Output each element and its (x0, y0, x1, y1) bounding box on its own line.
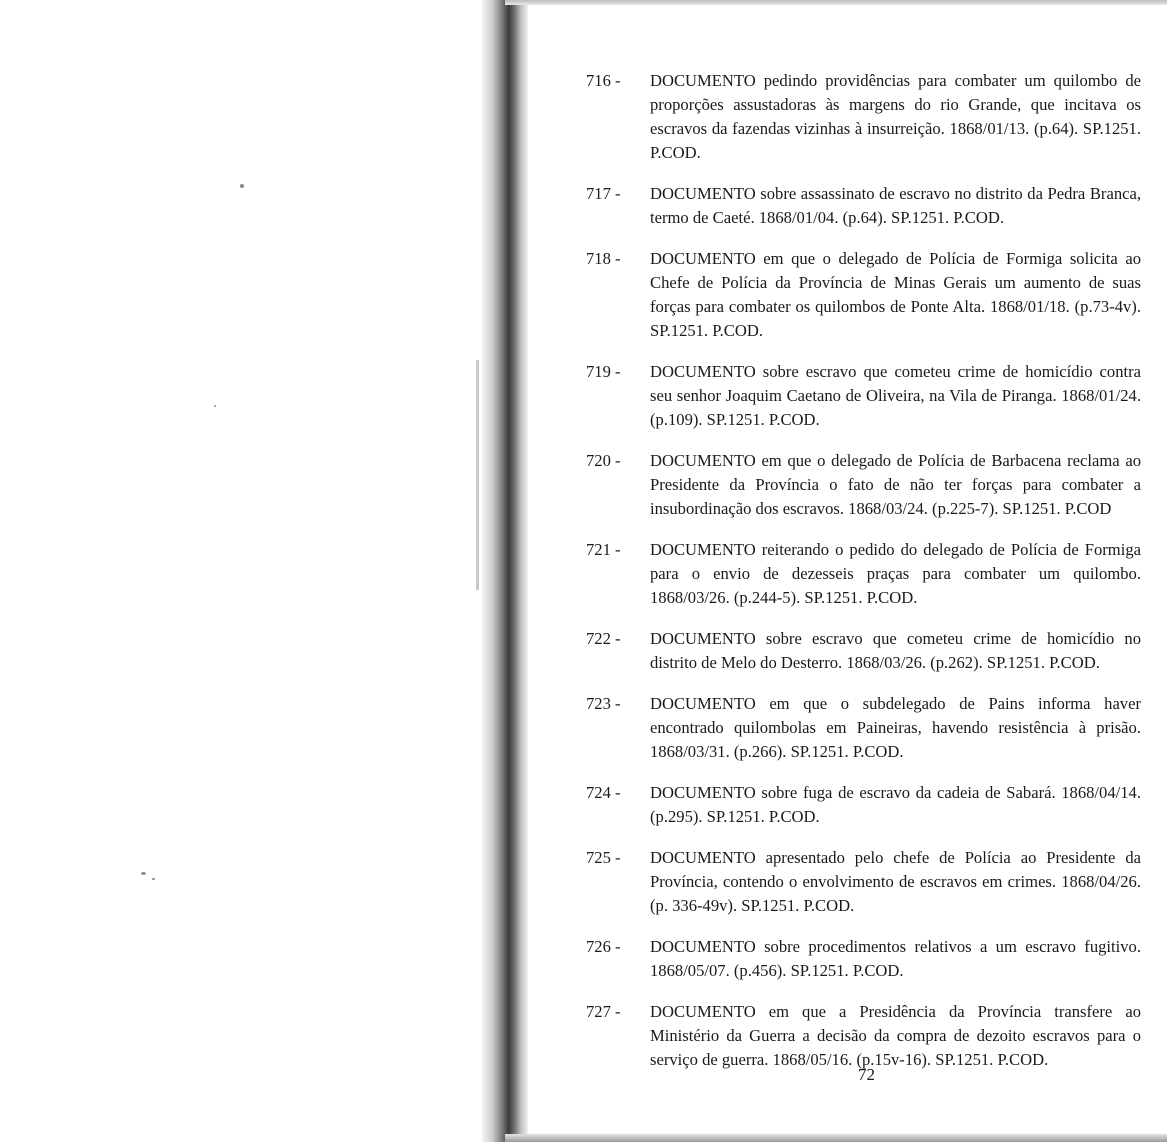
entry-text: DOCUMENTO apresentado pelo chefe de Polícia ao Presidente da Província, contendo o envolvimento de escravos em crimes. 1868/04/26. (p. 336-49v). SP.1251. P.COD. (650, 848, 1141, 915)
entry-text: DOCUMENTO sobre escravo que cometeu crime de homicídio no distrito de Melo do Desterro. 1868/03/26. (p.262). SP.1251. P.COD. (650, 629, 1141, 672)
scan-speck (152, 878, 155, 880)
scan-speck (141, 872, 146, 875)
entry-number: 725 - (586, 848, 621, 867)
list-item (586, 692, 1141, 764)
entry-number: 723 - (586, 694, 621, 713)
entry-number: 716 - (586, 71, 621, 90)
entry-number: 727 - (586, 1002, 621, 1021)
list-item (586, 247, 1141, 343)
list-item (586, 69, 1141, 165)
entry-number: 722 - (586, 629, 621, 648)
right-text-page (528, 5, 1167, 1134)
document-entry-list (586, 69, 1141, 1089)
entry-number: 719 - (586, 362, 621, 381)
list-item (586, 627, 1141, 675)
left-blank-page (0, 0, 482, 1142)
book-gutter (482, 0, 528, 1142)
entry-number: 724 - (586, 783, 621, 802)
list-item (586, 538, 1141, 610)
entry-text: DOCUMENTO sobre escravo que cometeu crime de homicídio contra seu senhor Joaquim Caetano de Oliveira, na Vila de Piranga. 1868/01/24. (p.109). SP.1251. P.COD. (650, 362, 1141, 429)
entry-text: DOCUMENTO em que a Presidência da Província transfere ao Ministério da Guerra a decisão da compra de dezoito escravos para o serviço de guerra. 1868/05/16. (p.15v-16). SP.1251. P.COD. (650, 1002, 1141, 1069)
list-item (586, 781, 1141, 829)
list-item (586, 846, 1141, 918)
entry-text: DOCUMENTO em que o subdelegado de Pains informa haver encontrado quilombolas em Paineiras, havendo resistência à prisão. 1868/03/31. (p.266). SP.1251. P.COD. (650, 694, 1141, 761)
page-bottom-edge (505, 1134, 1167, 1142)
entry-number: 721 - (586, 540, 621, 559)
entry-text: DOCUMENTO em que o delegado de Polícia de Formiga solicita ao Chefe de Polícia da Província de Minas Gerais um aumento de suas forças para combater os quilombos de Ponte Alta. 1868/01/18. (p.73-4v). SP.1251. P.COD. (650, 249, 1141, 340)
list-item (586, 360, 1141, 432)
entry-text: DOCUMENTO reiterando o pedido do delegado de Polícia de Formiga para o envio de dezesseis praças para combater um quilombo. 1868/03/26. (p.244-5). SP.1251. P.COD. (650, 540, 1141, 607)
entry-text: DOCUMENTO sobre assassinato de escravo no distrito da Pedra Branca, termo de Caeté. 1868/01/04. (p.64). SP.1251. P.COD. (650, 184, 1141, 227)
page-crease (476, 360, 479, 590)
entry-number: 717 - (586, 184, 621, 203)
entry-text: DOCUMENTO pedindo providências para combater um quilombo de proporções assustadoras às margens do rio Grande, que incitava os escravos da fazendas vizinhas à insurreição. 1868/01/13. (p.64). SP.1251. P.COD. (650, 71, 1141, 162)
page-number: 72 (858, 1065, 875, 1084)
entry-number: 720 - (586, 451, 621, 470)
list-item (586, 1000, 1141, 1072)
scan-speck (240, 184, 244, 188)
entry-number: 718 - (586, 249, 621, 268)
entry-text: DOCUMENTO em que o delegado de Polícia de Barbacena reclama ao Presidente da Província o fato de não ter forças para combater a insubordinação dos escravos. 1868/03/24. (p.225-7). SP.1251. P.COD (650, 451, 1141, 518)
entry-text: DOCUMENTO sobre fuga de escravo da cadeia de Sabará. 1868/04/14. (p.295). SP.1251. P.COD. (650, 783, 1141, 826)
entry-text: DOCUMENTO sobre procedimentos relativos a um escravo fugitivo. 1868/05/07. (p.456). SP.1251. P.COD. (650, 937, 1141, 980)
list-item (586, 935, 1141, 983)
list-item (586, 182, 1141, 230)
scan-speck (214, 405, 216, 407)
entry-number: 726 - (586, 937, 621, 956)
list-item (586, 449, 1141, 521)
